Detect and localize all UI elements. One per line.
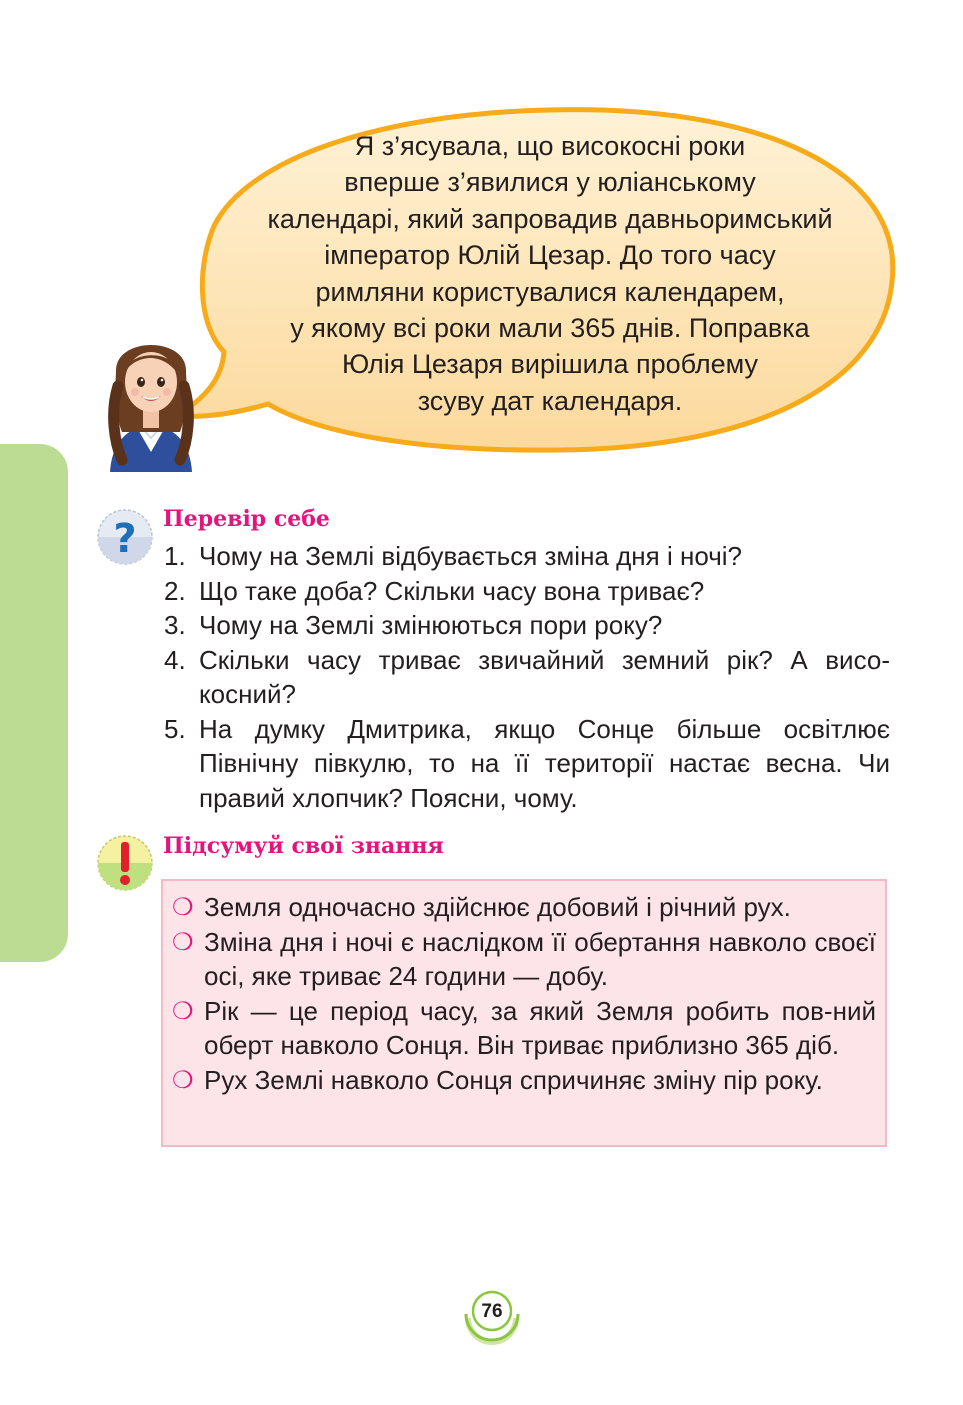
speech-line: у якому всі роки мали 365 днів. Поправка bbox=[290, 313, 810, 344]
item-text: Чому на Землі змінюються пори року? bbox=[199, 610, 663, 640]
speech-line: Я з’ясувала, що високосні роки bbox=[354, 131, 746, 161]
summary-list bbox=[172, 890, 876, 1097]
item-number: 3. bbox=[164, 610, 186, 640]
item-text: На думку Дмитрика, якщо Сонце більше освітлює Північну півкулю, то на її території настає весна. Чи правий хлопчик? Поясни, чому. bbox=[199, 713, 890, 813]
summary-title: Підсумуй свої знання bbox=[163, 833, 444, 859]
item-text: Рух Землі навколо Сонця спричиняє зміну пір року. bbox=[204, 1064, 823, 1095]
item-text: Чому на Землі відбувається зміна дня і ночі? bbox=[199, 541, 742, 571]
svg-text:?: ? bbox=[113, 516, 137, 562]
list-item bbox=[172, 1063, 876, 1098]
questions-list bbox=[164, 539, 890, 815]
item-number: 1. bbox=[164, 541, 186, 571]
item-text: Що таке доба? Скільки часу вона триває? bbox=[199, 575, 705, 606]
bullet-icon: ❍ bbox=[172, 1066, 194, 1094]
item-number: 5. bbox=[164, 713, 186, 744]
speech-line: імператор Юлій Цезар. До того часу bbox=[324, 240, 776, 271]
item-text: Зміна дня і ночі є наслідком її обертання навколо своєї осі, яке триває 24 години — добу. bbox=[204, 926, 876, 991]
question-icon bbox=[96, 508, 154, 566]
list-item bbox=[164, 712, 890, 816]
speech-line: календарі, який запровадив давньоримський bbox=[267, 203, 833, 234]
speech-line: вперше з’явилися у юліанському bbox=[344, 167, 756, 198]
page-number: 76 bbox=[481, 1301, 503, 1322]
list-item bbox=[164, 574, 890, 609]
bullet-icon: ❍ bbox=[172, 997, 194, 1025]
speech-line: римляни користувалися календарем, bbox=[315, 276, 785, 307]
item-number: 2. bbox=[164, 575, 186, 606]
item-text: Рік — це період часу, за який Земля робить пов-ний оберт навколо Сонця. Він триває приблизно 365 діб. bbox=[204, 995, 876, 1060]
bullet-icon: ❍ bbox=[172, 928, 194, 956]
list-item bbox=[164, 608, 890, 643]
item-text: Скільки часу триває звичайний земний рік? А висо-косний? bbox=[199, 644, 890, 709]
item-text: Земля одночасно здійснює добовий і річний рух. bbox=[204, 892, 791, 922]
list-item bbox=[164, 539, 890, 574]
side-tab bbox=[0, 444, 68, 962]
list-item bbox=[172, 890, 876, 925]
speech-text bbox=[222, 128, 878, 419]
item-number: 4. bbox=[164, 644, 186, 675]
list-item bbox=[172, 925, 876, 994]
girl-illustration bbox=[96, 322, 206, 472]
check-title: Перевір себе bbox=[163, 506, 330, 532]
speech-line: Юлія Цезаря вирішила проблему bbox=[341, 349, 759, 380]
list-item bbox=[164, 643, 890, 712]
list-item bbox=[172, 994, 876, 1063]
exclamation-icon bbox=[96, 834, 154, 892]
bullet-icon: ❍ bbox=[172, 894, 194, 921]
speech-line: зсуву дат календаря. bbox=[417, 385, 683, 416]
